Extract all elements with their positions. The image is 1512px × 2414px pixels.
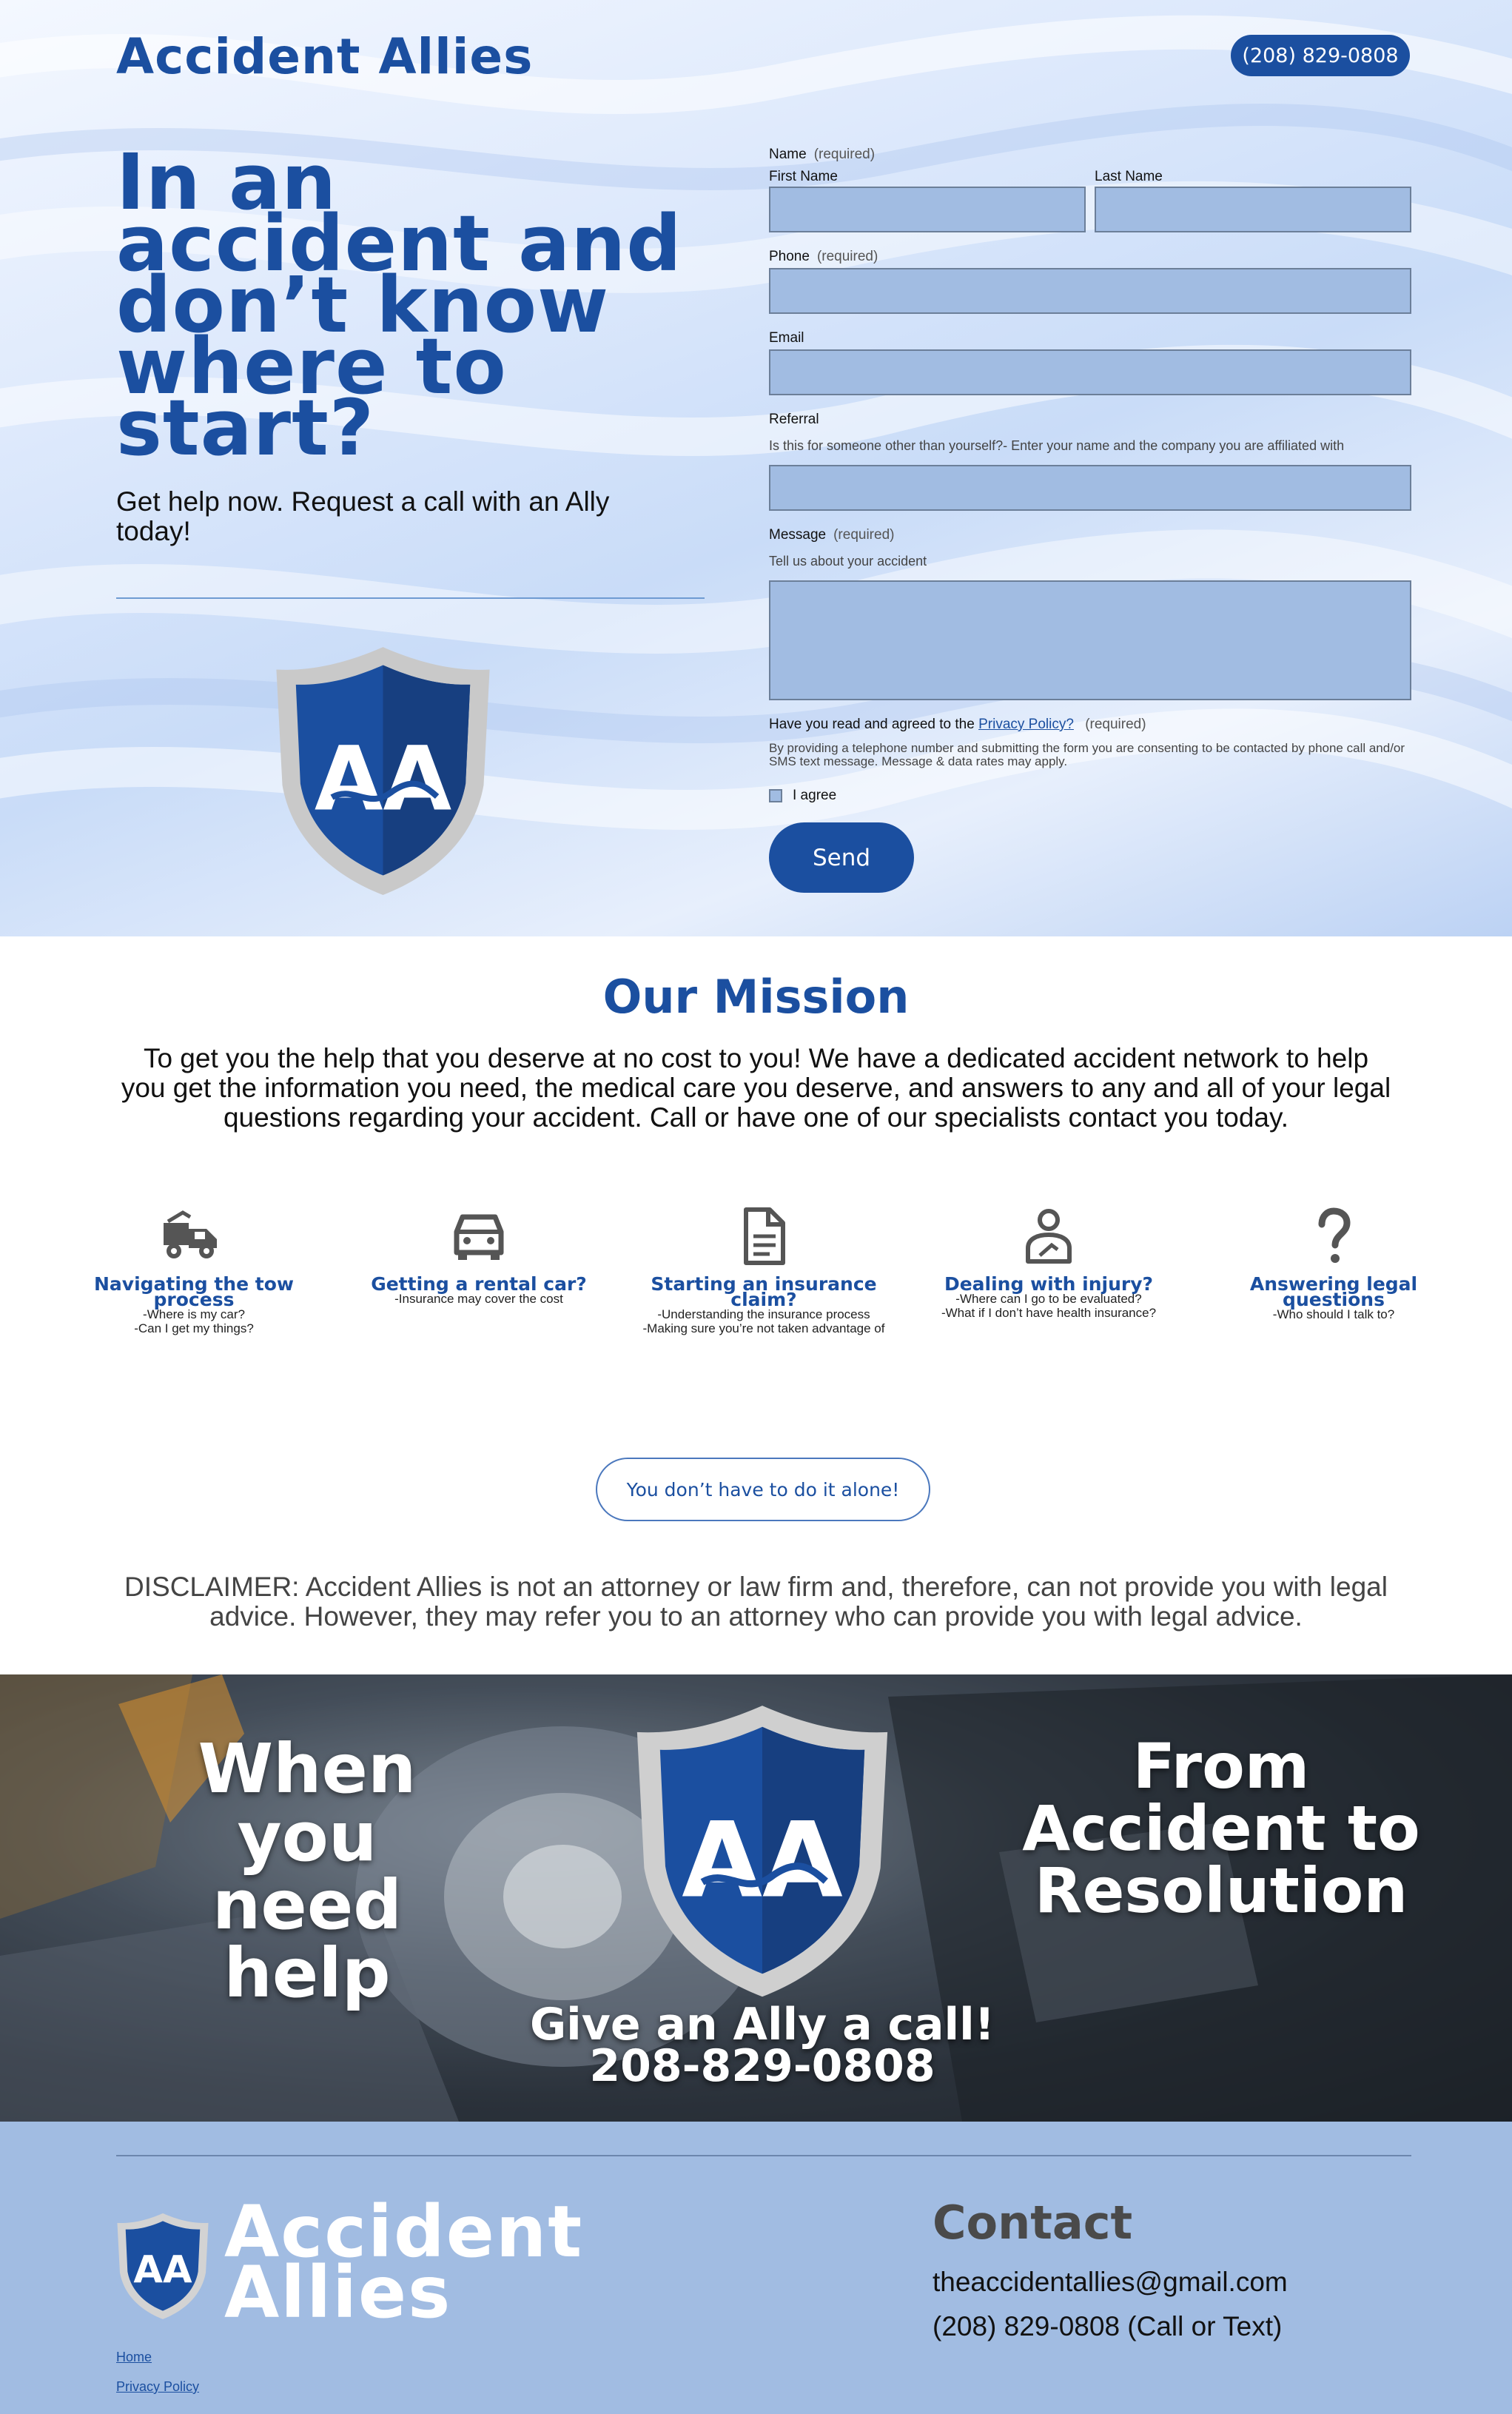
message-textarea[interactable] xyxy=(769,580,1411,700)
feature-line: -Insurance may cover the cost xyxy=(394,1292,563,1306)
question-mark-icon xyxy=(1304,1207,1363,1266)
last-name-field[interactable] xyxy=(1095,187,1411,232)
name-label: Name (required) xyxy=(769,147,876,162)
consent-text: By providing a telephone number and submitting the form you are consenting to be contacted by phone call and/or SMS text message. Message & data rates may apply. xyxy=(769,741,1405,768)
banner-phone-number[interactable]: 208-829-0808 xyxy=(589,2040,935,2092)
svg-text:AA: AA xyxy=(682,1800,843,1922)
feature-rental xyxy=(357,1207,601,1306)
contact-phone[interactable]: (208) 829-0808 (Call or Text) xyxy=(933,2311,1283,2341)
feature-line: -Where can I go to be evaluated? xyxy=(955,1292,1142,1306)
privacy-policy-link[interactable]: Privacy Policy? xyxy=(978,717,1074,732)
privacy-question: Have you read and agreed to the Privacy Policy? (required) xyxy=(769,717,1146,732)
banner-call-line: Give an Ally a call! xyxy=(529,1999,995,2051)
hero-divider xyxy=(116,597,705,599)
first-name-label: First Name xyxy=(769,169,838,184)
header-phone-button[interactable]: (208) 829-0808 xyxy=(1231,35,1410,76)
feature-line: -Making sure you’re not taken advantage of xyxy=(642,1321,885,1335)
referral-hint: Is this for someone other than yourself?- Enter your name and the company you are affiliated with xyxy=(769,438,1345,453)
feature-title: Getting a rental car? xyxy=(371,1273,587,1295)
message-hint: Tell us about your accident xyxy=(769,554,927,569)
first-name-field[interactable] xyxy=(769,187,1086,232)
hero-headline: In an accident and don’t know where to start? xyxy=(116,137,682,473)
cta-button[interactable]: You don’t have to do it alone! xyxy=(596,1458,930,1521)
svg-text:AA: AA xyxy=(133,2248,192,2293)
hero-section xyxy=(0,0,1512,936)
footer-brand[interactable]: Accident Allies xyxy=(224,2190,584,2334)
feature-line: -Where is my car? xyxy=(143,1307,245,1321)
feature-line: -What if I don’t have health insurance? xyxy=(941,1306,1157,1320)
shield-logo-icon xyxy=(270,643,496,898)
referral-field[interactable] xyxy=(769,465,1411,511)
contact-email[interactable]: theaccidentallies@gmail.com xyxy=(933,2267,1288,2297)
document-icon xyxy=(734,1207,793,1266)
mission-title: Our Mission xyxy=(602,970,910,1024)
feature-title: Navigating the tow process xyxy=(94,1273,294,1310)
cta-banner xyxy=(0,1674,1512,2122)
feature-injury xyxy=(927,1207,1171,1320)
feature-line: -Can I get my things? xyxy=(134,1321,254,1335)
site-logo-text[interactable]: Accident Allies xyxy=(116,28,534,85)
contact-title: Contact xyxy=(933,2196,1133,2250)
shield-logo-icon[interactable] xyxy=(115,2210,211,2321)
agree-label: I agree xyxy=(793,788,837,803)
site-footer xyxy=(0,2122,1512,2414)
car-icon xyxy=(449,1207,508,1266)
email-field[interactable] xyxy=(769,349,1411,395)
hero-subhead: Get help now. Request a call with an Ally today! xyxy=(116,486,610,546)
feature-title: Answering legal questions xyxy=(1249,1273,1418,1310)
svg-text:AA: AA xyxy=(314,728,452,831)
message-label: Message (required) xyxy=(769,527,895,543)
disclaimer-text: DISCLAIMER: Accident Allies is not an attorney or law firm and, therefore, can not provide you with legal advice. However, they may refer you to an attorney who can provide you with legal advice. xyxy=(124,1572,1388,1632)
shield-logo-icon xyxy=(629,1700,896,2000)
footer-divider xyxy=(116,2155,1411,2156)
feature-title: Starting an insurance claim? xyxy=(651,1273,877,1310)
banner-right-text: From Accident to Resolution xyxy=(1022,1730,1420,1927)
feature-insurance xyxy=(642,1207,886,1335)
footer-link-privacy[interactable]: Privacy Policy xyxy=(116,2379,200,2394)
feature-title: Dealing with injury? xyxy=(944,1273,1154,1295)
phone-field[interactable] xyxy=(769,268,1411,314)
send-button[interactable]: Send xyxy=(769,822,914,893)
referral-label: Referral xyxy=(769,412,819,427)
email-label: Email xyxy=(769,330,804,346)
footer-link-home[interactable]: Home xyxy=(116,2350,152,2364)
feature-tow xyxy=(72,1207,316,1335)
banner-call-text[interactable] xyxy=(466,1999,1058,2092)
agree-checkbox-row[interactable] xyxy=(769,788,836,804)
feature-line: -Understanding the insurance process xyxy=(657,1307,870,1321)
agree-checkbox[interactable] xyxy=(769,789,782,802)
mission-text: To get you the help that you deserve at no cost to you! We have a dedicated accident network to help you get the information you need, the medical care you deserve, and answers to any and all of your legal questions regarding your accident. Call or have one of our specialists contact you today. xyxy=(121,1043,1391,1133)
phone-label: Phone (required) xyxy=(769,249,878,264)
last-name-label: Last Name xyxy=(1095,169,1163,184)
feature-legal xyxy=(1212,1207,1456,1321)
injured-person-icon xyxy=(1019,1207,1078,1266)
banner-left-text: When you need help xyxy=(198,1729,417,2013)
tow-truck-icon xyxy=(161,1207,227,1266)
feature-line: -Who should I talk to? xyxy=(1272,1307,1395,1321)
